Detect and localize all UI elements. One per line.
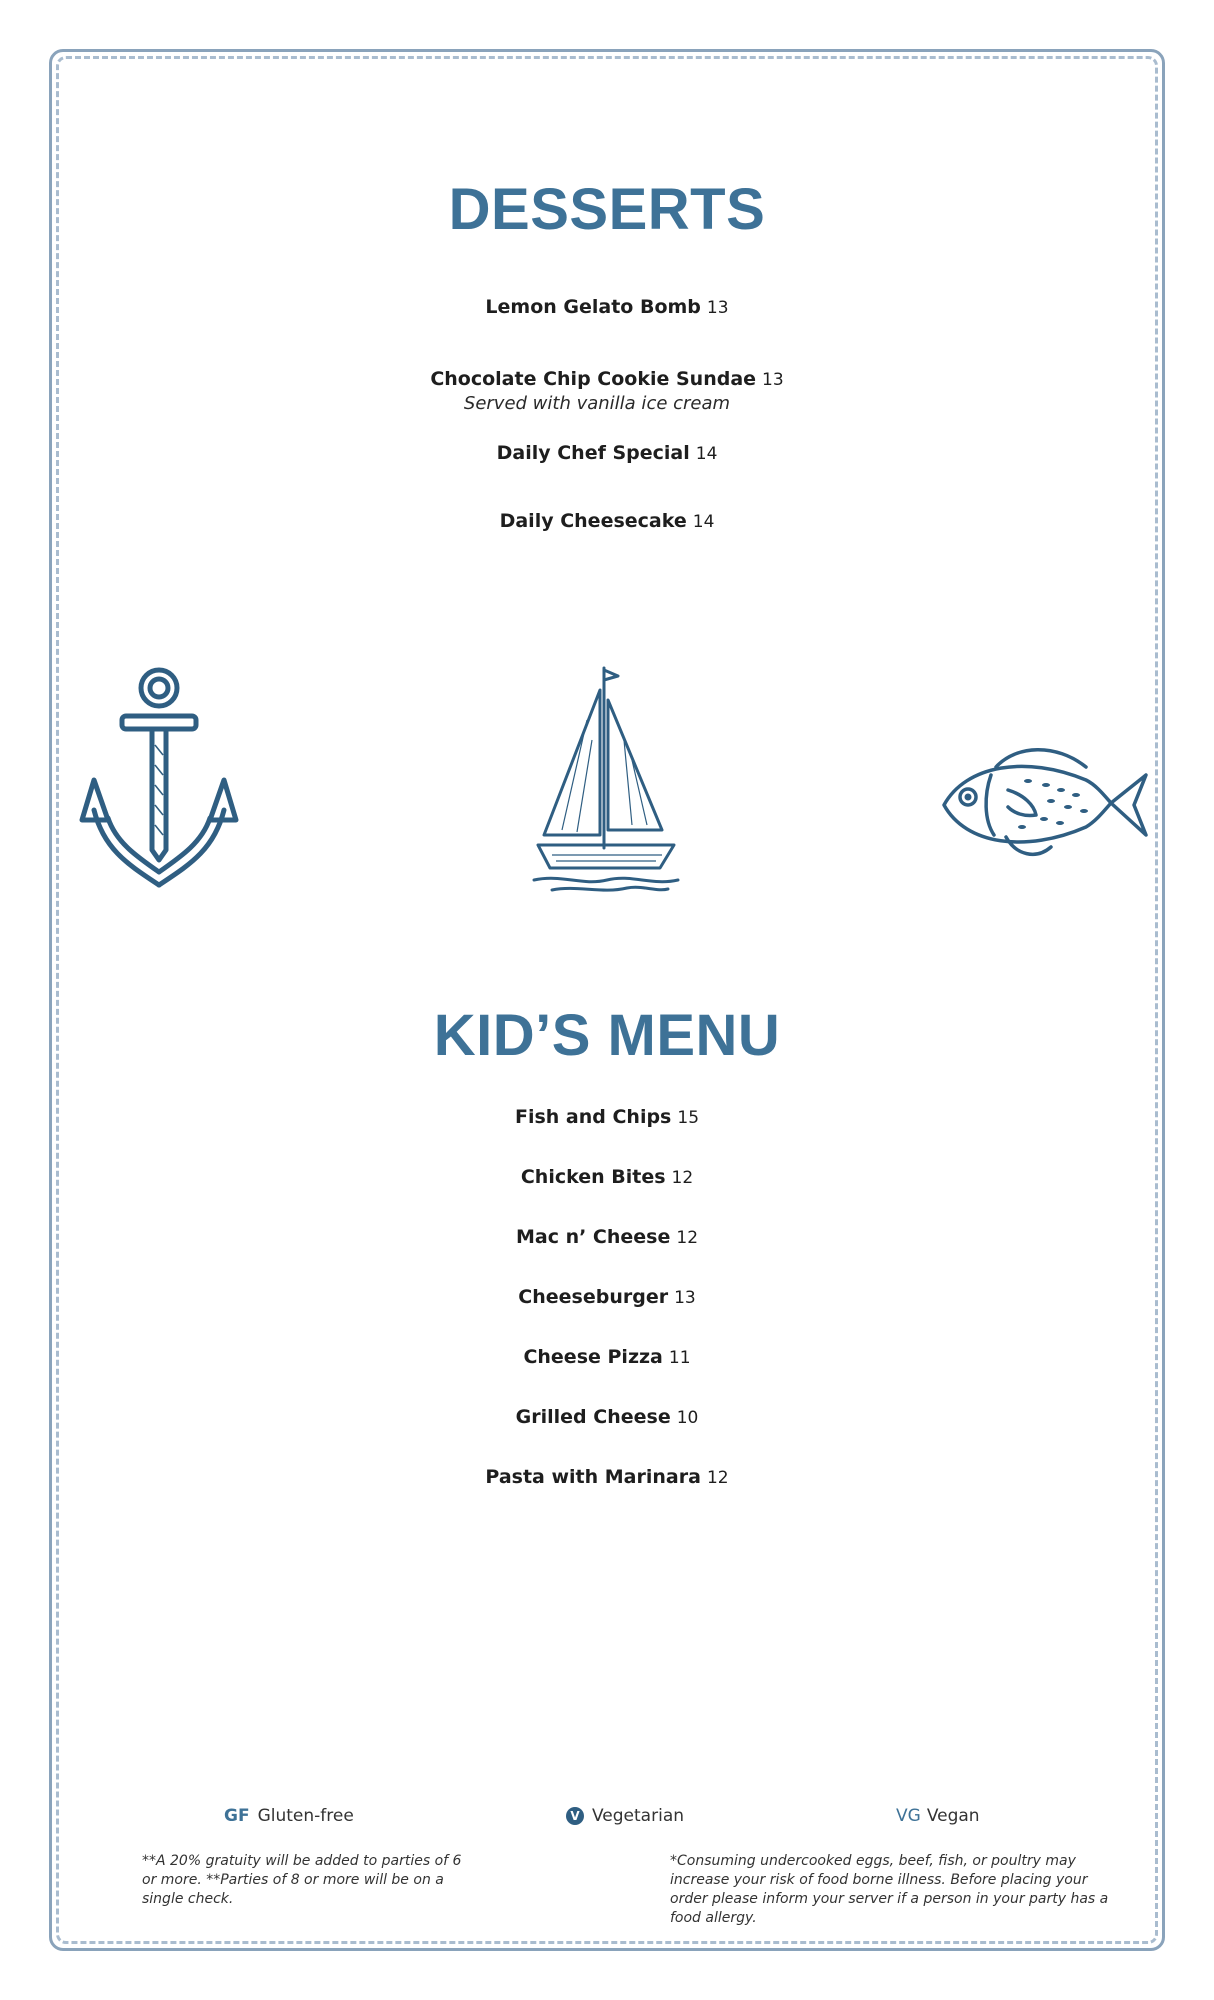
vegetarian-icon: V: [566, 1807, 584, 1825]
legend-vegan: [896, 1806, 980, 1826]
item-name: Daily Cheesecake: [499, 510, 687, 532]
legend-gluten-free: [224, 1806, 354, 1826]
allergy-footnote: *Consuming undercooked eggs, beef, fish, or poultry may increase your risk of food borne illness. Before placing your order please inform your server if a person in your party has a food allergy.: [670, 1853, 1109, 1926]
vegan-symbol: VG: [896, 1806, 921, 1826]
menu-item: [0, 1466, 1214, 1488]
fish-icon: [936, 735, 1151, 870]
kids-menu-heading: KID’S MENU: [433, 1003, 781, 1068]
item-price: 14: [692, 512, 715, 532]
item-price: 13: [674, 1288, 696, 1308]
vegetarian-label: Vegetarian: [592, 1806, 685, 1826]
sailboat-icon: [532, 660, 682, 895]
item-price: 13: [762, 370, 784, 390]
menu-item: [0, 1406, 1214, 1428]
anchor-icon: [74, 660, 244, 890]
menu-item: [0, 1166, 1214, 1188]
gluten-free-symbol: GF: [224, 1806, 250, 1826]
item-price: 15: [677, 1108, 700, 1128]
menu-item: [0, 296, 1214, 318]
menu-item: [0, 368, 1214, 390]
menu-item: [0, 1226, 1214, 1248]
legend-vegetarian: [566, 1806, 684, 1826]
gluten-free-label: Gluten-free: [257, 1806, 354, 1826]
item-name: Chocolate Chip Cookie Sundae: [430, 368, 757, 390]
item-price: 12: [671, 1168, 694, 1188]
item-price: 13: [706, 298, 729, 318]
menu-item: [0, 1346, 1214, 1368]
desserts-heading: DESSERTS: [448, 177, 766, 242]
item-name: Cheese Pizza: [523, 1346, 663, 1368]
menu-item: [0, 510, 1214, 532]
gratuity-footnote: **A 20% gratuity will be added to parties of 6 or more. **Parties of 8 or more will be on a single check.: [142, 1853, 462, 1907]
item-price: 11: [668, 1348, 691, 1368]
item-price: 14: [695, 444, 718, 464]
menu-item: [0, 1286, 1214, 1308]
item-name: Grilled Cheese: [515, 1406, 671, 1428]
menu-item: [0, 1106, 1214, 1128]
menu-item: [0, 442, 1214, 464]
item-name: Daily Chef Special: [496, 442, 690, 464]
vegan-label: Vegan: [926, 1806, 980, 1826]
item-name: Fish and Chips: [514, 1106, 672, 1128]
item-price: 10: [676, 1408, 699, 1428]
item-name: Mac n’ Cheese: [515, 1226, 671, 1248]
item-price: 12: [706, 1468, 729, 1488]
rope-border-frame: [49, 49, 1165, 1951]
item-price: 12: [676, 1228, 699, 1248]
item-name: Cheeseburger: [518, 1286, 669, 1308]
item-name: Pasta with Marinara: [485, 1466, 701, 1488]
item-description: Served with vanilla ice cream: [463, 393, 731, 414]
item-name: Chicken Bites: [520, 1166, 666, 1188]
item-name: Lemon Gelato Bomb: [485, 296, 701, 318]
